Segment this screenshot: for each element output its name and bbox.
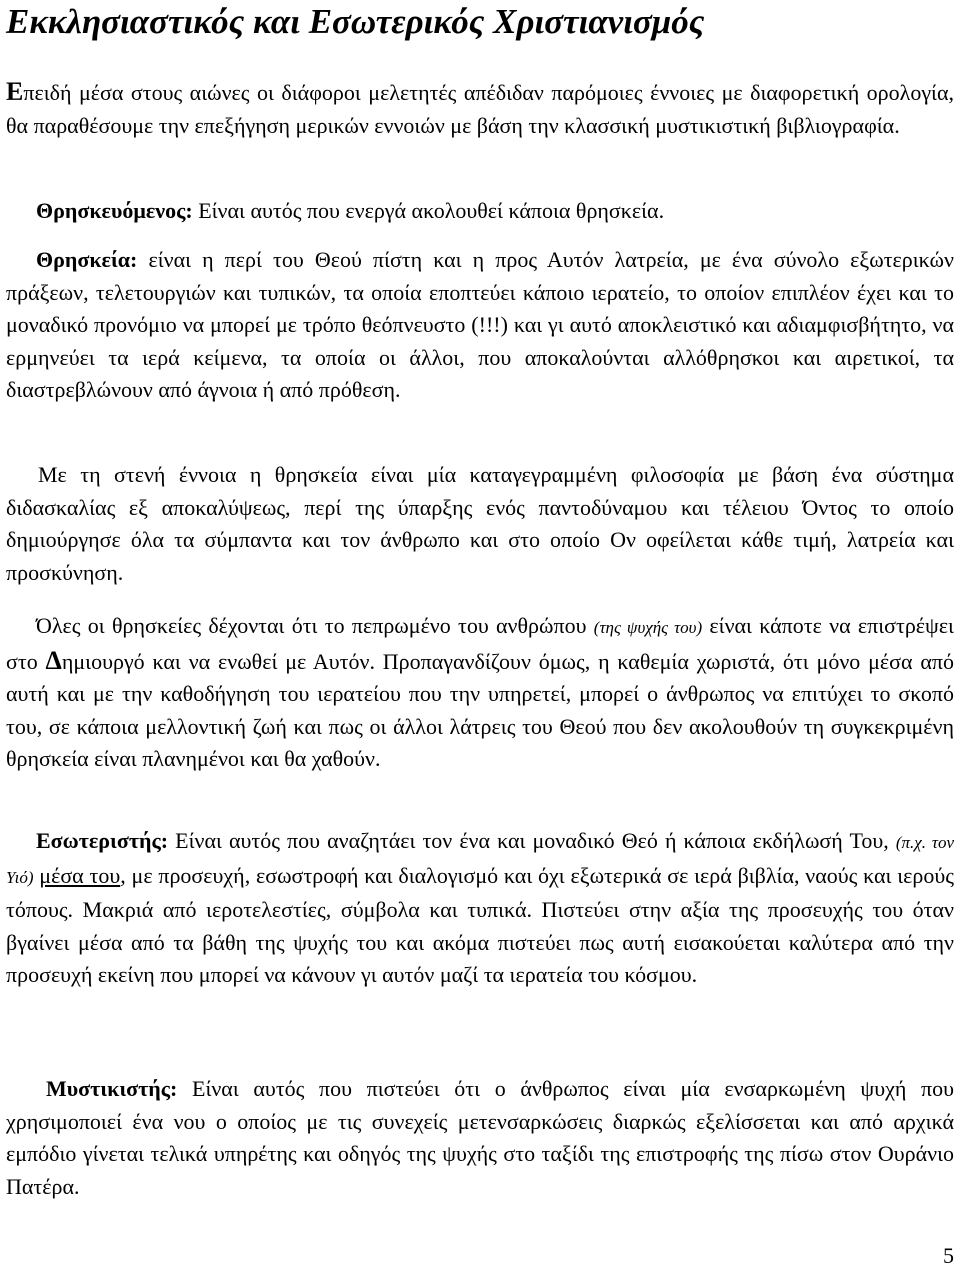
note-soul: (της ψυχής του) [593, 618, 703, 637]
drop-initial: Ε [6, 77, 24, 106]
paragraph-narrow-sense [6, 459, 954, 589]
underlined-within: μέσα του [39, 862, 121, 888]
esoterist-text-2: , με προσευχή, εσωστροφή και διαλογισμό και όχι εξωτερικά σε ιερά βιβλία, ναούς και ιερούς τόπους. Μακριά από ιεροτελεστίες, σύμβολα και τυπικά. Πιστεύει στην αξία της προσευχής του όταν βγαίνει μέσα από τα βάθη της ψυχής του και ακόμα πιστεύει πως αυτή εισακούεται καλύτερα από την προσευχή εκείνη που μπορεί να κάνουν γι αυτόν μαζί τα ιερατεία του κόσμου. [6, 862, 955, 987]
all-religions-text-1: Όλες οι θρησκείες δέχονται ότι το πεπρωμένο του ανθρώπου [36, 613, 594, 638]
esoterist-text-1: Είναι αυτός που αναζητάει τον ένα και μοναδικό Θεό ή κάποια εκδήλωσή Του, [168, 828, 896, 853]
page-number: 5 [943, 1243, 954, 1268]
emph-initial: Δ [45, 645, 62, 675]
definition-religion-text: είναι η περί του Θεού πίστη και η προς Αυτόν λατρεία, με ένα σύνολο εξωτερικών πράξεων, τελετουργιών και τυπικών, τα οποία εποπτεύει κάποιο ιερατείο, το οποίον επιπλέον έχει και το μοναδικό προνόμιο να μπορεί με τρόπο θεόπνευστο (!!!) και γι αυτό αποκλειστικό και αδιαμφισβήτητο, να ερμηνεύει τα ιερά κείμενα, τα οποία οι άλλοι, που αποκαλούνται αλλόθρησκοι και αιρετικοί, τα διαστρεβλώνουν από άγνοια ή από πρόθεση. [6, 247, 954, 402]
note-son: (π.χ. τον Υιό) [6, 833, 954, 887]
narrow-sense-text: Με τη στενή έννοια η θρησκεία είναι μία καταγεγραμμένη φιλοσοφία με βάση ένα σύστημα διδασκαλίας εξ αποκαλύψεως, περί της ύπαρξης ενός παντοδύναμου και τέλειου Όντος το οποίο δημιούργησε όλα τα σύμπαντα και τον άνθρωπο και στο οποίο Ον οφείλεται κάθε τιμή, λατρεία και προσκύνηση. [6, 462, 954, 585]
term-esoterist: Εσωτεριστής: [36, 828, 169, 853]
all-religions-text-3: ημιουργό και να ενωθεί με Αυτόν. Προπαγανδίζουν όμως, η καθεμία χωριστά, ότι μόνο μέσα από αυτή και με την καθοδήγηση του ιερατείου που την υπηρετεί, μπορεί ο άνθρωπος να επιτύχει το σκοπό του, σε κάποια μελλοντική ζωή και πως οι άλλοι λάτρεις του Θεού που δεν ακολουθούν τη συγκεκριμένη θρησκεία είναι πλανημένοι και θα χαθούν. [6, 648, 954, 771]
term-religious: Θρησκευόμενος: [36, 198, 193, 223]
definition-mystic [6, 1073, 954, 1203]
definition-religion [6, 244, 954, 407]
definition-religious [6, 195, 954, 228]
paragraph-all-religions [6, 610, 954, 776]
term-religion: Θρησκεία: [36, 247, 138, 272]
term-mystic: Μυστικιστής: [46, 1076, 178, 1101]
all-religions-text-2: είναι κάποτε να επιστρέψει στο [6, 613, 954, 674]
page-title: Εκκλησιαστικός και Εσωτερικός Χριστιανισμός [6, 2, 705, 41]
intro-text: πειδή μέσα στους αιώνες οι διάφοροι μελετητές απέδιδαν παρόμοιες έννοιες με διαφορετική ορολογία, θα παραθέσουμε την επεξήγηση μερικών εννοιών με βάση την κλασσική μυστικιστική βιβλιογραφία. [6, 80, 954, 138]
definition-mystic-text: Είναι αυτός που πιστεύει ότι ο άνθρωπος είναι μία ενσαρκωμένη ψυχή που χρησιμοποιεί ένα νου ο οποίος με τις συνεχείς μετενσαρκώσεις διαρκώς εξελίσσεται και από αρχικά εμπόδιο γίνεται τελικά υπηρέτης και οδηγός της ψυχής στο ταξίδι της επιστροφής της πίσω στον Ουράνιο Πατέρα. [6, 1076, 954, 1199]
definition-esoterist [6, 825, 954, 992]
definition-religious-text: Είναι αυτός που ενεργά ακολουθεί κάποια θρησκεία. [192, 198, 665, 223]
intro-paragraph [6, 76, 954, 142]
